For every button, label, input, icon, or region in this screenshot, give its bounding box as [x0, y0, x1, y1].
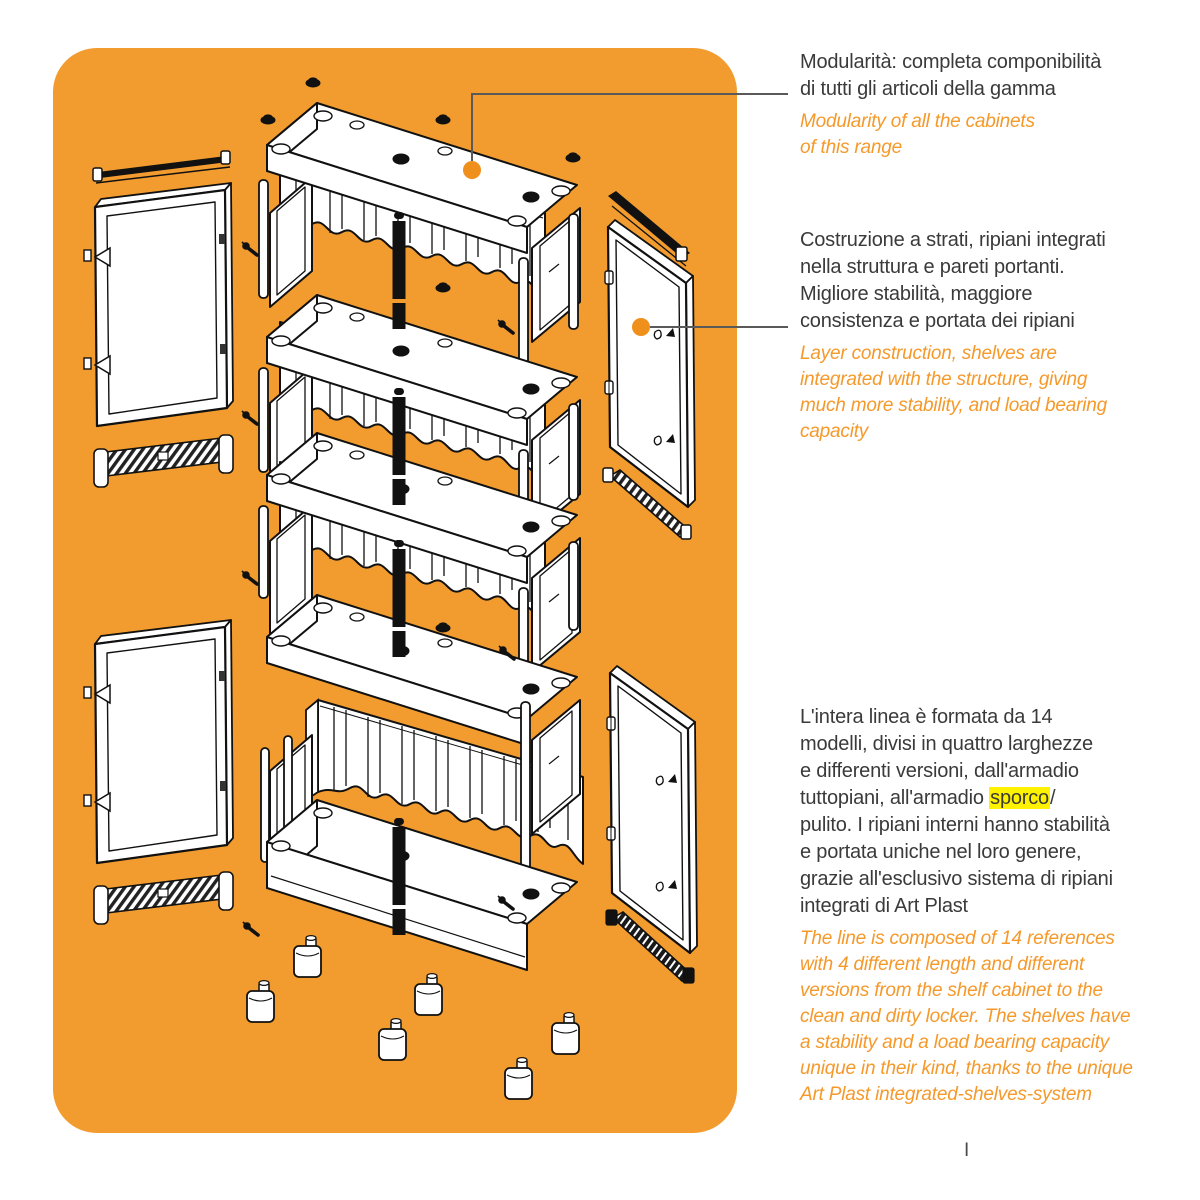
threaded-rod: [393, 818, 406, 935]
note-line: pulito. I ripiani interni hanno stabilità: [800, 814, 1110, 836]
note-line-en: with 4 different length and different: [800, 954, 1085, 975]
note-line-highlight: [800, 785, 1190, 812]
note-line-en: The line is composed of 14 references: [800, 928, 1115, 949]
note-line: di tutti gli articoli della gamma: [800, 78, 1056, 100]
note-line-en: clean and dirty locker. The shelves have: [800, 1006, 1131, 1027]
note-line-en: of this range: [800, 137, 902, 158]
callout-dot: [632, 318, 650, 336]
note-line: consistenza e portata dei ripiani: [800, 310, 1075, 332]
note-line: integrati di Art Plast: [800, 895, 968, 917]
note-line-en: Art Plast integrated-shelves-system: [800, 1084, 1092, 1105]
highlight-post: /: [1049, 787, 1056, 809]
threaded-rod: [393, 540, 406, 657]
note-construction: [800, 227, 1190, 445]
threaded-rod: [393, 212, 406, 329]
note-line: L'intera linea è formata da 14: [800, 706, 1053, 728]
note-line: e differenti versioni, dall'armadio: [800, 760, 1079, 782]
page-mark: I: [964, 1140, 970, 1161]
note-line: nella struttura e pareti portanti.: [800, 256, 1065, 278]
note-line-en: integrated with the structure, giving: [800, 369, 1088, 390]
note-line: grazie all'esclusivo sistema di ripiani: [800, 868, 1113, 890]
note-line-en: unique in their kind, thanks to the unique: [800, 1058, 1133, 1079]
note-line-en: versions from the shelf cabinet to the: [800, 980, 1103, 1001]
callout-dot: [463, 161, 481, 179]
note-modularity: [800, 49, 1190, 161]
note-line-en: much more stability, and load bearing: [800, 395, 1107, 416]
note-line: e portata uniche nel loro genere,: [800, 841, 1082, 863]
highlight-pre: tuttopiani, all'armadio: [800, 787, 990, 809]
note-line-en: capacity: [800, 421, 869, 442]
highlighted-word: sporco: [990, 787, 1049, 809]
note-line: Costruzione a strati, ripiani integrati: [800, 229, 1106, 251]
note-range: [800, 704, 1190, 1108]
note-line: Modularità: completa componibilità: [800, 51, 1102, 73]
note-line-en: Layer construction, shelves are: [800, 343, 1057, 364]
note-line: Migliore stabilità, maggiore: [800, 283, 1033, 305]
note-line-en: a stability and a load bearing capacity: [800, 1032, 1110, 1053]
note-line-en: Modularity of all the cabinets: [800, 111, 1035, 132]
note-line: modelli, divisi in quattro larghezze: [800, 733, 1093, 755]
threaded-rod: [393, 388, 406, 505]
door-panel: [84, 183, 233, 426]
